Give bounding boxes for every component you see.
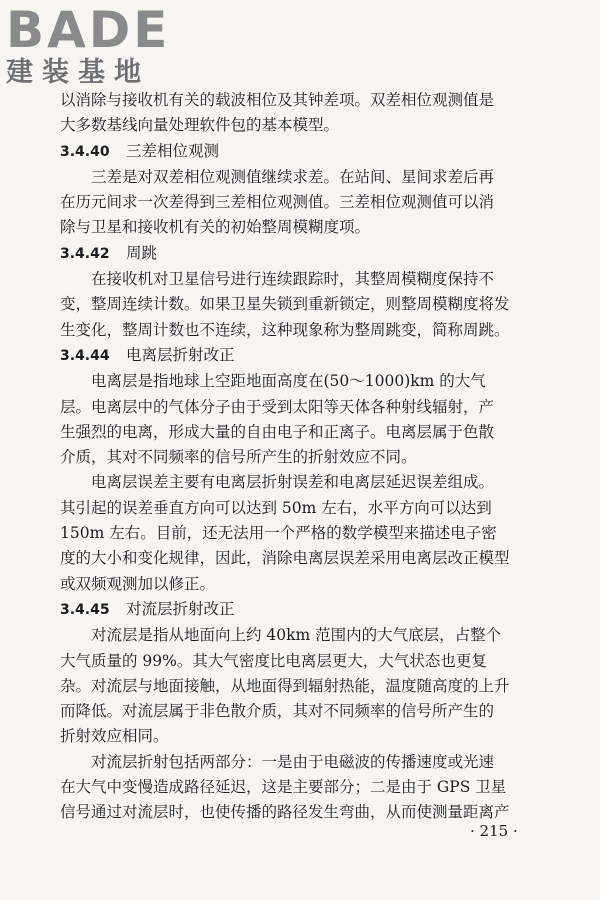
section-number: 3.4.44 — [60, 347, 110, 364]
text-line: 大气质量的 99%。其大气密度比电离层更大，大气状态也更复 — [60, 651, 487, 670]
text-line: 150m 左右。目前，还无法用一个严格的数学模型来描述电子密 — [60, 524, 497, 543]
text-line: 在接收机对卫星信号进行连续跟踪时，其整周模糊度保持不 — [91, 270, 495, 289]
text-line: 杂。对流层与地面接触，从地面得到辐射热能，温度随高度的上升 — [60, 676, 510, 695]
section-title: 周跳 — [126, 243, 158, 262]
text-line: 对流层是指从地面向上约 40km 范围内的大气底层，占整个 — [91, 626, 502, 645]
text-line: 电离层误差主要有电离层折射误差和电离层延迟误差组成。 — [91, 473, 495, 492]
text-line: 大多数基线向量处理软件包的基本模型。 — [60, 116, 340, 135]
text-line: 信号通过对流层时，也使传播的路径发生弯曲，从而使测量距离产 — [60, 803, 510, 822]
page-number: · 215 · — [470, 822, 518, 840]
logo — [6, 1, 176, 88]
text-line: 除与卫星和接收机有关的初始整周模糊度项。 — [60, 218, 371, 237]
section-title: 电离层折射改正 — [126, 345, 235, 364]
section-heading — [60, 597, 550, 623]
section-title: 对流层折射改正 — [126, 599, 235, 618]
page-body — [60, 88, 550, 826]
section-heading — [60, 139, 550, 165]
text-line: 在大气中变慢造成路径延迟，这是主要部分；二是由于 GPS 卫星 — [60, 778, 507, 797]
text-line: 而降低。对流层属于非色散介质，其对不同频率的信号所产生的 — [60, 702, 495, 721]
text-line: 以消除与接收机有关的载波相位及其钟差项。双差相位观测值是 — [60, 91, 495, 109]
section-heading — [60, 343, 550, 369]
text-line: 对流层折射包括两部分：一是由于电磁波的传播速度或光速 — [91, 752, 495, 771]
text-line: 生强烈的电离，形成大量的自由电子和正离子。电离层属于色散 — [60, 422, 495, 441]
text-line: 变，整周连续计数。如果卫星失锁到重新锁定，则整周模糊度将发 — [60, 295, 510, 314]
text-line: 三差是对双差相位观测值继续求差。在站间、星间求差后再 — [91, 167, 495, 186]
section-number: 3.4.45 — [60, 601, 110, 618]
text-line: 电离层是指地球上空距地面高度在(50～1000)km 的大气 — [91, 372, 486, 391]
text-line: 折射效应相同。 — [60, 727, 169, 746]
text-line: 其引起的误差垂直方向可以达到 50m 左右，水平方向可以达到 — [60, 498, 492, 517]
text-line: 或双频观测加以修正。 — [60, 574, 216, 593]
section-number: 3.4.42 — [60, 245, 110, 262]
section-number: 3.4.40 — [60, 143, 110, 160]
text-line: 在历元间求一次差得到三差相位观测值。三差相位观测值可以消 — [60, 193, 495, 212]
section-heading — [60, 241, 550, 267]
logo-wordmark: BADE — [6, 1, 171, 59]
text-line: 介质，其对不同频率的信号所产生的折射效应不同。 — [60, 448, 417, 467]
section-title: 三差相位观测 — [126, 141, 220, 160]
text-line: 层。电离层中的气体分子由于受到太阳等天体各种射线辐射，产 — [60, 397, 495, 416]
logo-subtitle: 建装基地 — [6, 57, 150, 88]
text-line: 生变化，整周计数也不连续，这种现象称为整周跳变，简称周跳。 — [60, 320, 510, 339]
text-line: 度的大小和变化规律，因此，消除电离层误差采用电离层改正模型 — [60, 549, 510, 568]
